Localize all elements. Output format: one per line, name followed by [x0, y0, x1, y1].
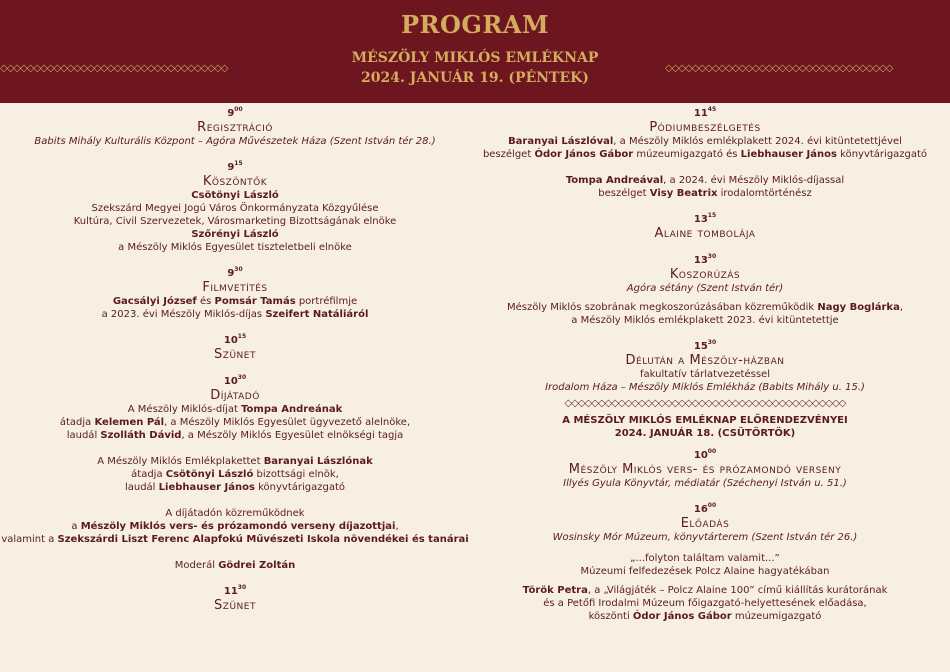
item-text: Török Petra, a „Világjáték – Polcz Alaine 100” című kiállítás kurátorának [522, 585, 888, 596]
time: $10^{00}$ [693, 448, 717, 461]
item-place: Wosinsky Mór Múzeum, könyvtárterem (Szent István tér 26.) [552, 532, 858, 543]
item-text: Gacsályi József és Pomsár Tamás portréfilmje [112, 296, 358, 307]
item-text: fakultatív tárlatvezetéssel [640, 369, 770, 380]
item-text: A díjátadón közreműködnek [165, 508, 305, 519]
item-title: Szünet [214, 347, 256, 362]
speaker-name: Csötönyi László [191, 190, 279, 201]
item-title: Szünet [214, 598, 256, 613]
item-title: Délután a Mészöly-házban [625, 353, 785, 368]
time: $16^{00}$ [693, 502, 717, 515]
item-title: Filmvetítés [202, 280, 268, 295]
item-title: Mészöly Miklós vers- és prózamondó verseny [568, 462, 842, 477]
item-text: a 2023. évi Mészöly Miklós-díjas Szeifert Natáliáról [101, 309, 369, 320]
pre-events-heading [470, 414, 940, 440]
lecture-title: Múzeumi felfedezések Polcz Alaine hagyatékában [580, 566, 830, 577]
item-registration [0, 107, 470, 148]
speaker-role: a Mészöly Miklós Egyesület tiszteletbeli elnöke [118, 242, 352, 253]
item-place: Agóra sétány (Szent István tér) [626, 283, 784, 294]
time: $9^{00}$ [227, 106, 243, 119]
time: $10^{30}$ [223, 374, 247, 387]
item-text: a Mészöly Miklós vers- és prózamondó verseny díjazottjai, [71, 521, 399, 532]
item-title: Koszorúzás [669, 267, 741, 282]
item-title: Előadás [680, 516, 730, 531]
lecture-quote: „...folyton találtam valamit...” [630, 553, 780, 564]
item-contest [470, 449, 940, 490]
item-text: beszélget Visy Beatrix irodalomtörténész [598, 188, 812, 199]
item-film [0, 267, 470, 321]
ornament-divider: ◇◇◇◇◇◇◇◇◇◇◇◇◇◇◇◇◇◇◇◇◇◇◇◇◇◇◇◇◇◇◇◇◇◇◇◇◇◇◇◇◇◇ [564, 398, 846, 409]
item-greetings [0, 161, 470, 254]
item-break-1 [0, 334, 470, 362]
item-title: Köszöntők [202, 174, 268, 189]
item-text: Mészöly Miklós szobrának megkoszorúzásában közreműködik Nagy Boglárka, [506, 302, 904, 313]
time: $13^{15}$ [693, 212, 717, 225]
item-text: Baranyai Lászlóval, a Mészöly Miklós emlékplakett 2024. évi kitüntetettjével [508, 136, 902, 147]
ornament-left: ◇◇◇◇◇◇◇◇◇◇◇◇◇◇◇◇◇◇◇◇◇◇◇◇◇◇◇◇◇◇◇◇◇◇ [0, 63, 228, 74]
item-wreath [470, 254, 940, 327]
item-lecture [470, 503, 940, 623]
time: $11^{45}$ [693, 106, 717, 119]
item-text: laudál Szolláth Dávid, a Mészöly Miklós Egyesület elnökségi tagja [66, 430, 404, 441]
item-title: Regisztráció [197, 120, 273, 135]
item-text: A Mészöly Miklós-díjat Tompa Andreának [127, 404, 343, 415]
time: $11^{30}$ [223, 584, 247, 597]
program-left-column [0, 107, 470, 626]
time: $9^{30}$ [227, 266, 243, 279]
item-text: átadja Csötönyi László bizottsági elnök, [131, 469, 339, 480]
item-place: Babits Mihály Kulturális Központ – Agóra Művészetek Háza (Szent István tér 28.) [34, 136, 436, 147]
speaker-role: Kultúra, Civil Szervezetek, Városmarketing Bizottságának elnöke [73, 216, 397, 227]
time: $10^{15}$ [223, 333, 247, 346]
item-text: valamint a Szekszárdi Liszt Ferenc Alapfokú Művészeti Iskola növendékei és tanárai [1, 534, 469, 545]
item-break-2 [0, 585, 470, 613]
speaker-role: Szekszárd Megyei Jogú Város Önkormányzata Közgyűlése [91, 203, 379, 214]
speaker-name: Szőrényi László [191, 229, 279, 240]
item-text: A Mészöly Miklós Emlékplakettet Baranyai Lászlónak [97, 456, 373, 467]
time: $9^{15}$ [227, 160, 243, 173]
item-text: a Mészöly Miklós emlékplakett 2023. évi kitüntetettje [571, 315, 839, 326]
page-title: PROGRAM [400, 10, 550, 39]
item-text: beszélget Ódor János Gábor múzeumigazgató és Liebhauser János könyvtárigazgató [482, 149, 928, 160]
time: $13^{30}$ [693, 253, 717, 266]
item-text: és a Petőfi Irodalmi Múzeum főigazgató-helyettesének előadása, [543, 598, 867, 609]
item-podium-talk [470, 107, 940, 200]
item-text: Tompa Andreával, a 2024. évi Mészöly Miklós-díjassal [565, 175, 845, 186]
item-place: Irodalom Háza – Mészöly Miklós Emlékház (Babits Mihály u. 15.) [545, 382, 865, 393]
item-place: Illyés Gyula Könyvtár, médiatár (Széchenyi István u. 51.) [563, 478, 847, 489]
pre-events-title: A MÉSZÖLY MIKLÓS EMLÉKNAP ELŐRENDEZVÉNYEI [562, 415, 848, 426]
ornament-right: ◇◇◇◇◇◇◇◇◇◇◇◇◇◇◇◇◇◇◇◇◇◇◇◇◇◇◇◇◇◇◇◇◇◇ [665, 63, 893, 74]
item-award [0, 375, 470, 572]
item-title: Alaine tombolája [654, 226, 756, 241]
program-right-column [470, 107, 940, 636]
event-name: MÉSZÖLY MIKLÓS EMLÉKNAP [351, 50, 599, 66]
time: $15^{30}$ [693, 339, 717, 352]
item-afternoon [470, 340, 940, 394]
item-text: átadja Kelemen Pál, a Mészöly Miklós Egyesület ügyvezető alelnöke, [59, 417, 411, 428]
moderator: Moderál Gödrei Zoltán [174, 560, 296, 571]
item-tombola [470, 213, 940, 241]
header-banner [0, 0, 950, 103]
item-text: köszönti Ódor János Gábor múzeumigazgató [588, 611, 822, 622]
pre-events-date: 2024. JANUÁR 18. (CSÜTÖRTÖK) [614, 428, 796, 439]
item-title: Díjátadó [210, 388, 260, 403]
item-text: laudál Liebhauser János könyvtárigazgató [124, 482, 346, 493]
event-date: 2024. JANUÁR 19. (PÉNTEK) [361, 70, 589, 86]
item-title: Pódiumbeszélgetés [649, 120, 761, 135]
